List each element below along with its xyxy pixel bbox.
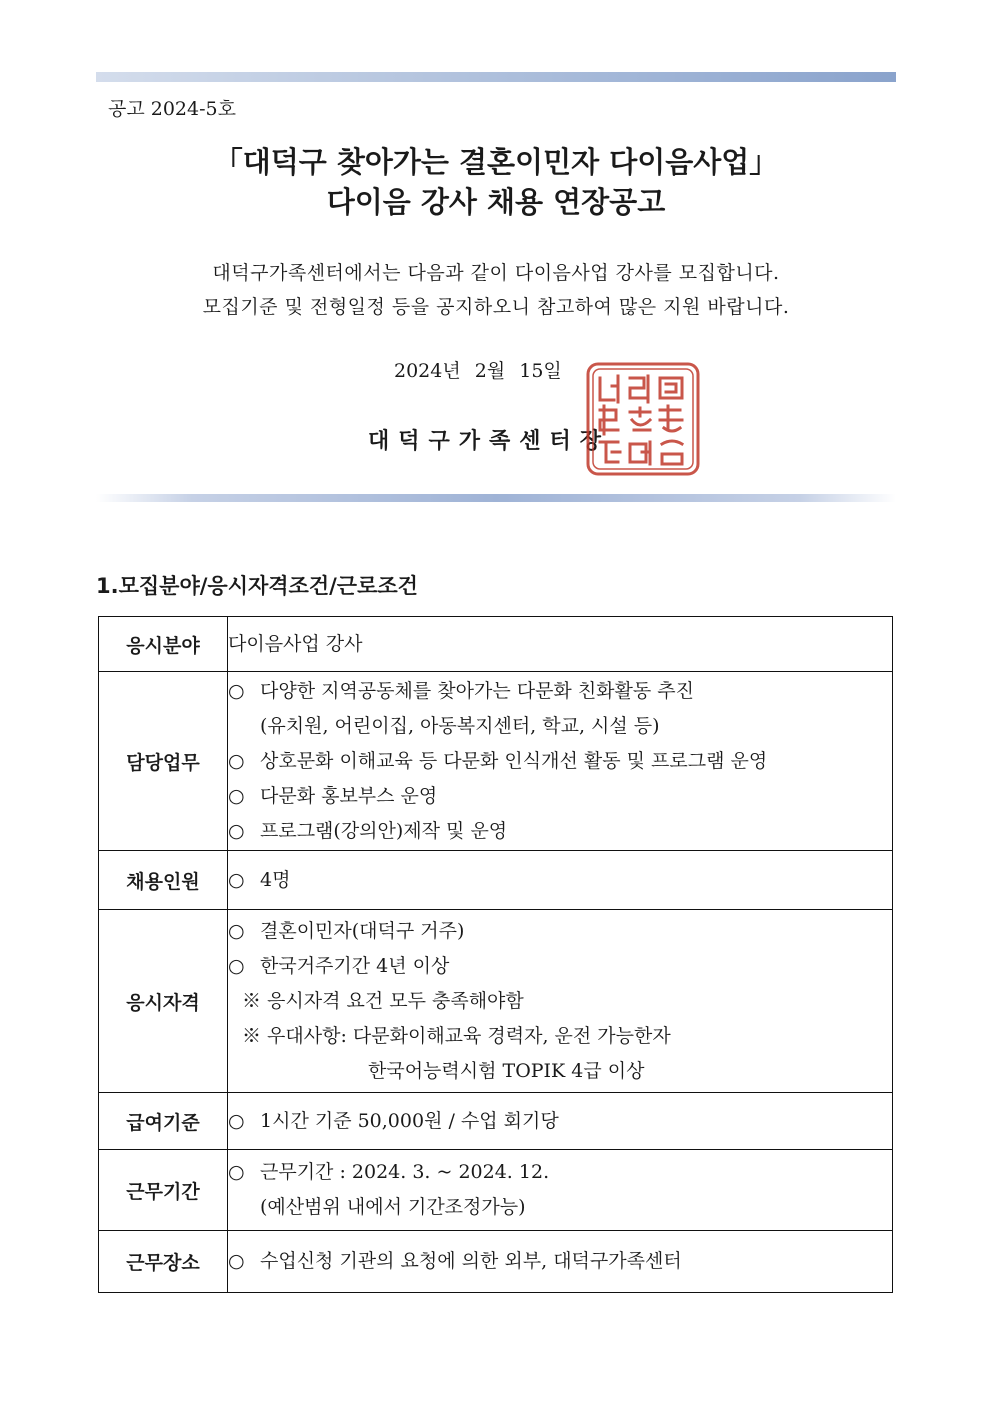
period-item — [228, 1155, 892, 1190]
qualification-label: 응시자격 — [99, 910, 228, 1093]
period-sub: (예산범위 내에서 기간조정가능) — [260, 1196, 526, 1218]
table-row-location — [99, 1231, 893, 1293]
period-label: 근무기간 — [99, 1150, 228, 1231]
bottom-decorative-rule — [96, 494, 896, 502]
section-1-title: 1.모집분야/응시자격조건/근로조건 — [96, 574, 418, 598]
headcount-item — [228, 863, 892, 898]
table-row-period — [99, 1150, 893, 1231]
recruitment-info-table — [98, 616, 893, 1293]
location-text: 수업신청 기관의 요청에 의한 외부, 대덕구가족센터 — [260, 1250, 682, 1272]
table-row-headcount — [99, 851, 893, 910]
qualification-item-2 — [228, 949, 892, 984]
field-label: 응시분야 — [99, 617, 228, 672]
pay-item — [228, 1104, 892, 1139]
duty-item-4-text: 프로그램(강의안)제작 및 운영 — [260, 819, 508, 842]
period-value — [228, 1150, 893, 1231]
qualification-item-1-text: 결혼이민자(대덕구 거주) — [260, 919, 465, 942]
qualification-item-2-text: 한국거주기간 4년 이상 — [260, 954, 450, 977]
duty-item-1 — [228, 674, 892, 709]
table-row-duties — [99, 672, 893, 851]
field-value — [228, 617, 893, 672]
circle-bullet-icon: ○ — [228, 784, 245, 807]
notice-number: 공고 2024-5호 — [108, 98, 236, 120]
circle-bullet-icon: ○ — [228, 868, 245, 891]
circle-bullet-icon: ○ — [228, 919, 245, 942]
pay-text: 1시간 기준 50,000원 / 수업 회기당 — [260, 1109, 559, 1132]
period-text: 근무기간 : 2024. 3. ~ 2024. 12. — [260, 1161, 550, 1183]
qualification-note-2: ※ 우대사항: 다문화이해교육 경력자, 운전 가능한자 — [242, 1024, 671, 1047]
table-row-pay — [99, 1093, 893, 1150]
official-seal-stamp — [584, 360, 702, 478]
intro-line-1: 대덕구가족센터에서는 다음과 같이 다이음사업 강사를 모집합니다. — [212, 262, 780, 284]
circle-bullet-icon: ○ — [228, 954, 245, 977]
circle-bullet-icon: ○ — [228, 679, 245, 702]
duty-item-4 — [228, 814, 892, 849]
top-decorative-rule — [96, 72, 896, 82]
duty-item-1-sub: (유치원, 어린이집, 아동복지센터, 학교, 시설 등) — [260, 714, 660, 737]
duties-label: 담당업무 — [99, 672, 228, 851]
circle-bullet-icon: ○ — [228, 819, 245, 842]
duty-item-2-text: 상호문화 이해교육 등 다문화 인식개선 활동 및 프로그램 운영 — [260, 749, 768, 772]
qualification-item-1 — [228, 914, 892, 949]
organization-signature: 대덕구가족센터장 — [368, 429, 611, 454]
location-value — [228, 1231, 893, 1293]
headcount-text: 4명 — [260, 868, 291, 891]
location-item — [228, 1244, 892, 1279]
announcement-date: 2024년 2월 15일 — [394, 360, 562, 382]
circle-bullet-icon: ○ — [228, 1161, 245, 1183]
headcount-label: 채용인원 — [99, 851, 228, 910]
qualification-note-3: 한국어능력시험 TOPIK 4급 이상 — [368, 1059, 645, 1082]
duty-item-3 — [228, 779, 892, 814]
title-line-2: 다이음 강사 채용 연장공고 — [326, 185, 666, 219]
location-label: 근무장소 — [99, 1231, 228, 1293]
qualification-value — [228, 910, 893, 1093]
table-row-qualification — [99, 910, 893, 1093]
qualification-note-1: ※ 응시자격 요건 모두 충족해야함 — [242, 989, 524, 1012]
title-line-1: 「대덕구 찾아가는 결혼이민자 다이음사업」 — [213, 145, 779, 179]
circle-bullet-icon: ○ — [228, 1250, 245, 1272]
duty-item-2 — [228, 744, 892, 779]
intro-line-2: 모집기준 및 전형일정 등을 공지하오니 참고하여 많은 지원 바랍니다. — [202, 296, 790, 318]
duty-item-3-text: 다문화 홍보부스 운영 — [260, 784, 438, 807]
pay-label: 급여기준 — [99, 1093, 228, 1150]
circle-bullet-icon: ○ — [228, 1109, 245, 1132]
pay-value — [228, 1093, 893, 1150]
duty-item-1-text: 다양한 지역공동체를 찾아가는 다문화 친화활동 추진 — [260, 679, 694, 702]
headcount-value — [228, 851, 893, 910]
field-value-text: 다이음사업 강사 — [228, 632, 363, 655]
circle-bullet-icon: ○ — [228, 749, 245, 772]
table-row-field — [99, 617, 893, 672]
duties-value — [228, 672, 893, 851]
